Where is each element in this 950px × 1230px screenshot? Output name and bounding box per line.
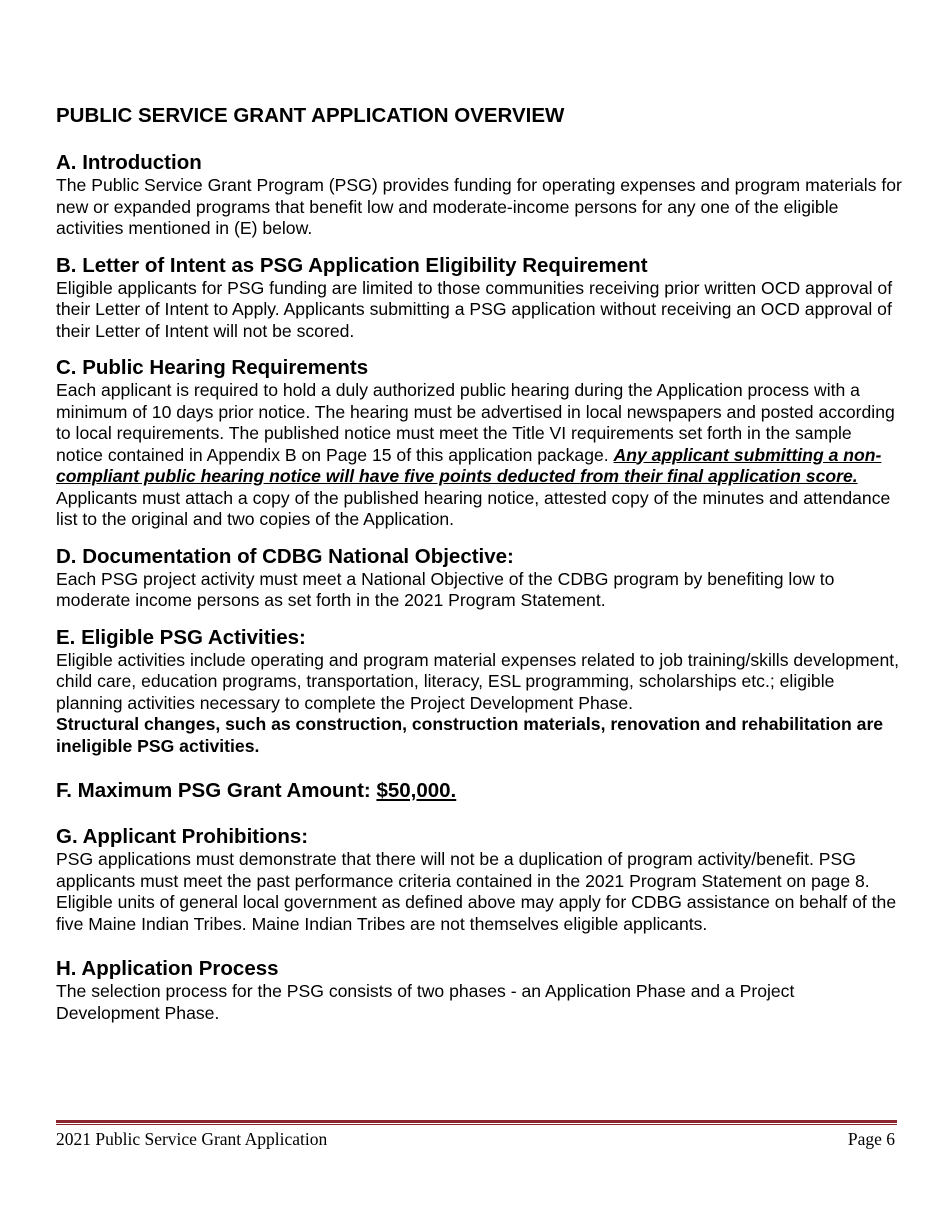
- section-applicant-prohibitions: [56, 825, 902, 935]
- section-heading: D. Documentation of CDBG National Objective:: [56, 544, 514, 568]
- ineligible-note: Structural changes, such as construction, construction materials, renovation and rehabilitation are ineligible PSG activities.: [56, 714, 884, 756]
- section-heading: G. Applicant Prohibitions:: [56, 825, 309, 848]
- section-heading: B. Letter of Intent as PSG Application Eligibility Requirement: [56, 253, 648, 277]
- footer-divider-thin: [56, 1124, 897, 1125]
- section-heading: H. Application Process: [56, 957, 279, 980]
- section-heading: E. Eligible PSG Activities:: [56, 625, 306, 649]
- section-body: The Public Service Grant Program (PSG) provides funding for operating expenses and program materials for new or expanded programs that benefit low and moderate-income persons for any one of the eligible activities mentioned in (E) below.: [56, 175, 902, 238]
- section-letter-of-intent: [56, 254, 902, 343]
- section-national-objective: [56, 545, 902, 612]
- section-body: The selection process for the PSG consists of two phases - an Application Phase and a Project Development Phase.: [56, 981, 795, 1023]
- section-body: Each PSG project activity must meet a National Objective of the CDBG program by benefiting low to moderate income persons as set forth in the 2021 Program Statement.: [56, 568, 835, 610]
- section-application-process: [56, 957, 902, 1024]
- section-eligible-activities: [56, 626, 902, 758]
- section-public-hearing: [56, 356, 902, 531]
- max-grant-label: F. Maximum PSG Grant Amount:: [56, 779, 377, 802]
- section-max-grant-amount: [56, 779, 902, 803]
- footer-page-number: Page 6: [847, 1129, 895, 1149]
- section-body-text: Applicants must attach a copy of the published hearing notice, attested copy of the minutes and attendance list to the original and two copies of the Application.: [56, 466, 896, 529]
- max-grant-amount: $50,000.: [376, 779, 457, 802]
- section-body: PSG applications must demonstrate that there will not be a duplication of program activity/benefit. PSG applicants must meet the past performance criteria contained in the 2021 Program Statement on page 8. Eligible units of general local government as defined above may apply for CDBG assistance on behalf of the five Maine Indian Tribes. Maine Indian Tribes are not themselves eligible applicants.: [56, 849, 897, 934]
- section-introduction: [56, 151, 902, 240]
- document-content: [56, 104, 902, 1038]
- footer-document-name: 2021 Public Service Grant Application: [56, 1129, 328, 1149]
- document-title: PUBLIC SERVICE GRANT APPLICATION OVERVIEW: [56, 104, 565, 127]
- section-heading: C. Public Hearing Requirements: [56, 356, 369, 379]
- footer-divider: [56, 1120, 897, 1126]
- footer-divider-thick: [56, 1120, 897, 1123]
- section-heading: [56, 779, 902, 803]
- section-body-text: Eligible activities include operating and program material expenses related to job training/skills development, child care, education programs, transportation, literacy, ESL programming, scholarships etc.; eligible planning activities necessary to complete the Project Development Phase.: [56, 649, 900, 713]
- section-body: [56, 650, 902, 758]
- section-heading: A. Introduction: [56, 151, 202, 174]
- section-body: Eligible applicants for PSG funding are limited to those communities receiving prior written OCD approval of their Letter of Intent to Apply. Applicants submitting a PSG application without receiving an OCD approval of their Letter of Intent will not be scored.: [56, 277, 893, 341]
- penalty-warning: Any applicant submitting a non-compliant public hearing notice will have five points deducted from their final application score.: [56, 444, 882, 486]
- section-body-text: Each applicant is required to hold a duly authorized public hearing during the Application process with a minimum of 10 days prior notice. The hearing must be advertised in local newspapers and posted according to local requirements. The published notice must meet the Title VI requirements set forth in the sample notice contained in Appendix B on Page 15 of this application package.: [56, 380, 895, 465]
- section-body: [56, 380, 902, 531]
